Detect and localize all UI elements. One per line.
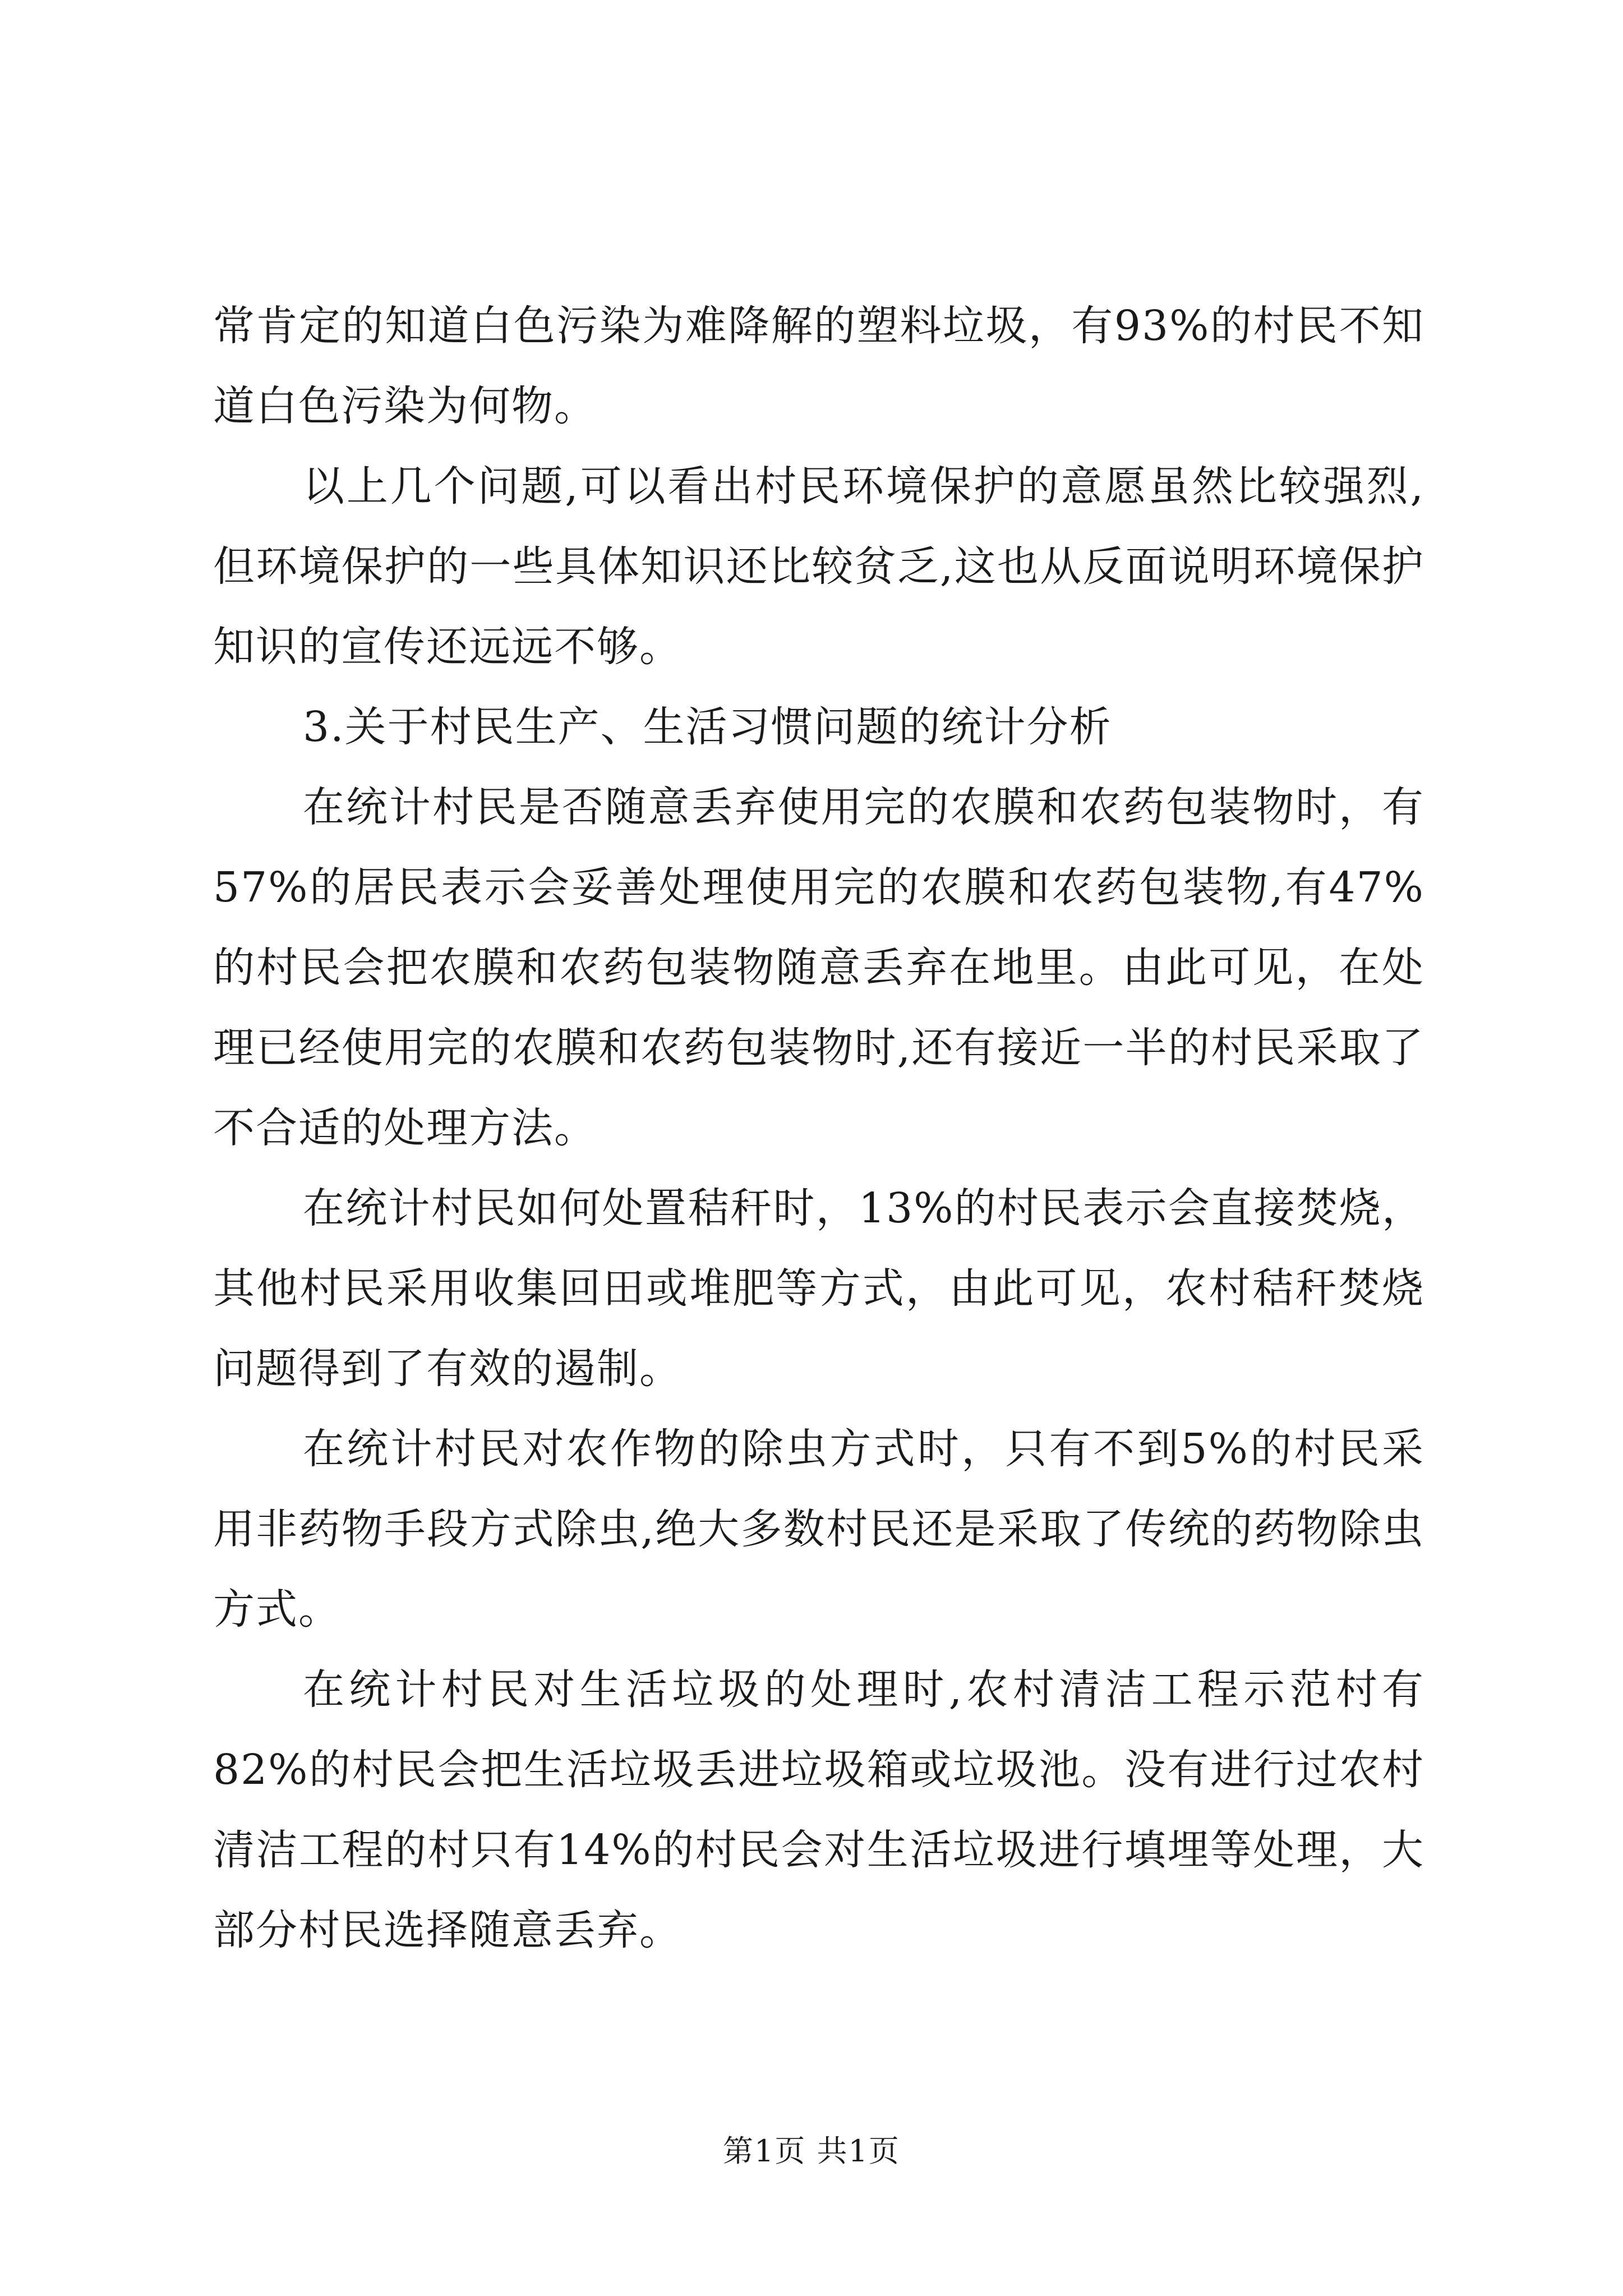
paragraph: 在统计村民对农作物的除虫方式时，只有不到5%的村民采用非药物手段方式除虫,绝大多数村民还是采取了传统的药物除虫方式。 <box>213 1425 1424 1634</box>
document-body <box>213 286 1424 1971</box>
paragraph: 在统计村民是否随意丢弃使用完的农膜和农药包装物时，有57%的居民表示会妥善处理使用完的农膜和农药包装物,有47%的村民会把农膜和农药包装物随意丢弃在地里。由此可见，在处理已经使用完的农膜和农药包装物时,还有接近一半的村民采取了不合适的处理方法。 <box>213 783 1424 1152</box>
page-footer: 第1页 共1页 <box>723 2133 900 2169</box>
section-heading: 3.关于村民生产、生活习惯问题的统计分析 <box>303 703 1112 751</box>
paragraph: 在统计村民如何处置秸秆时，13%的村民表示会直接焚烧，其他村民采用收集回田或堆肥等方式，由此可见，农村秸秆焚烧问题得到了有效的遏制。 <box>213 1184 1424 1393</box>
paragraph: 在统计村民对生活垃圾的处理时,农村清洁工程示范村有82%的村民会把生活垃圾丢进垃圾箱或垃圾池。没有进行过农村清洁工程的村只有14%的村民会对生活垃圾进行填埋等处理，大部分村民选择随意丢弃。 <box>213 1665 1424 1954</box>
paragraph: 常肯定的知道白色污染为难降解的塑料垃圾，有93%的村民不知道白色污染为何物。 <box>213 302 1424 430</box>
paragraph: 以上几个问题,可以看出村民环境保护的意愿虽然比较强烈,但环境保护的一些具体知识还比较贫乏,这也从反面说明环境保护知识的宣传还远远不够。 <box>213 462 1424 671</box>
